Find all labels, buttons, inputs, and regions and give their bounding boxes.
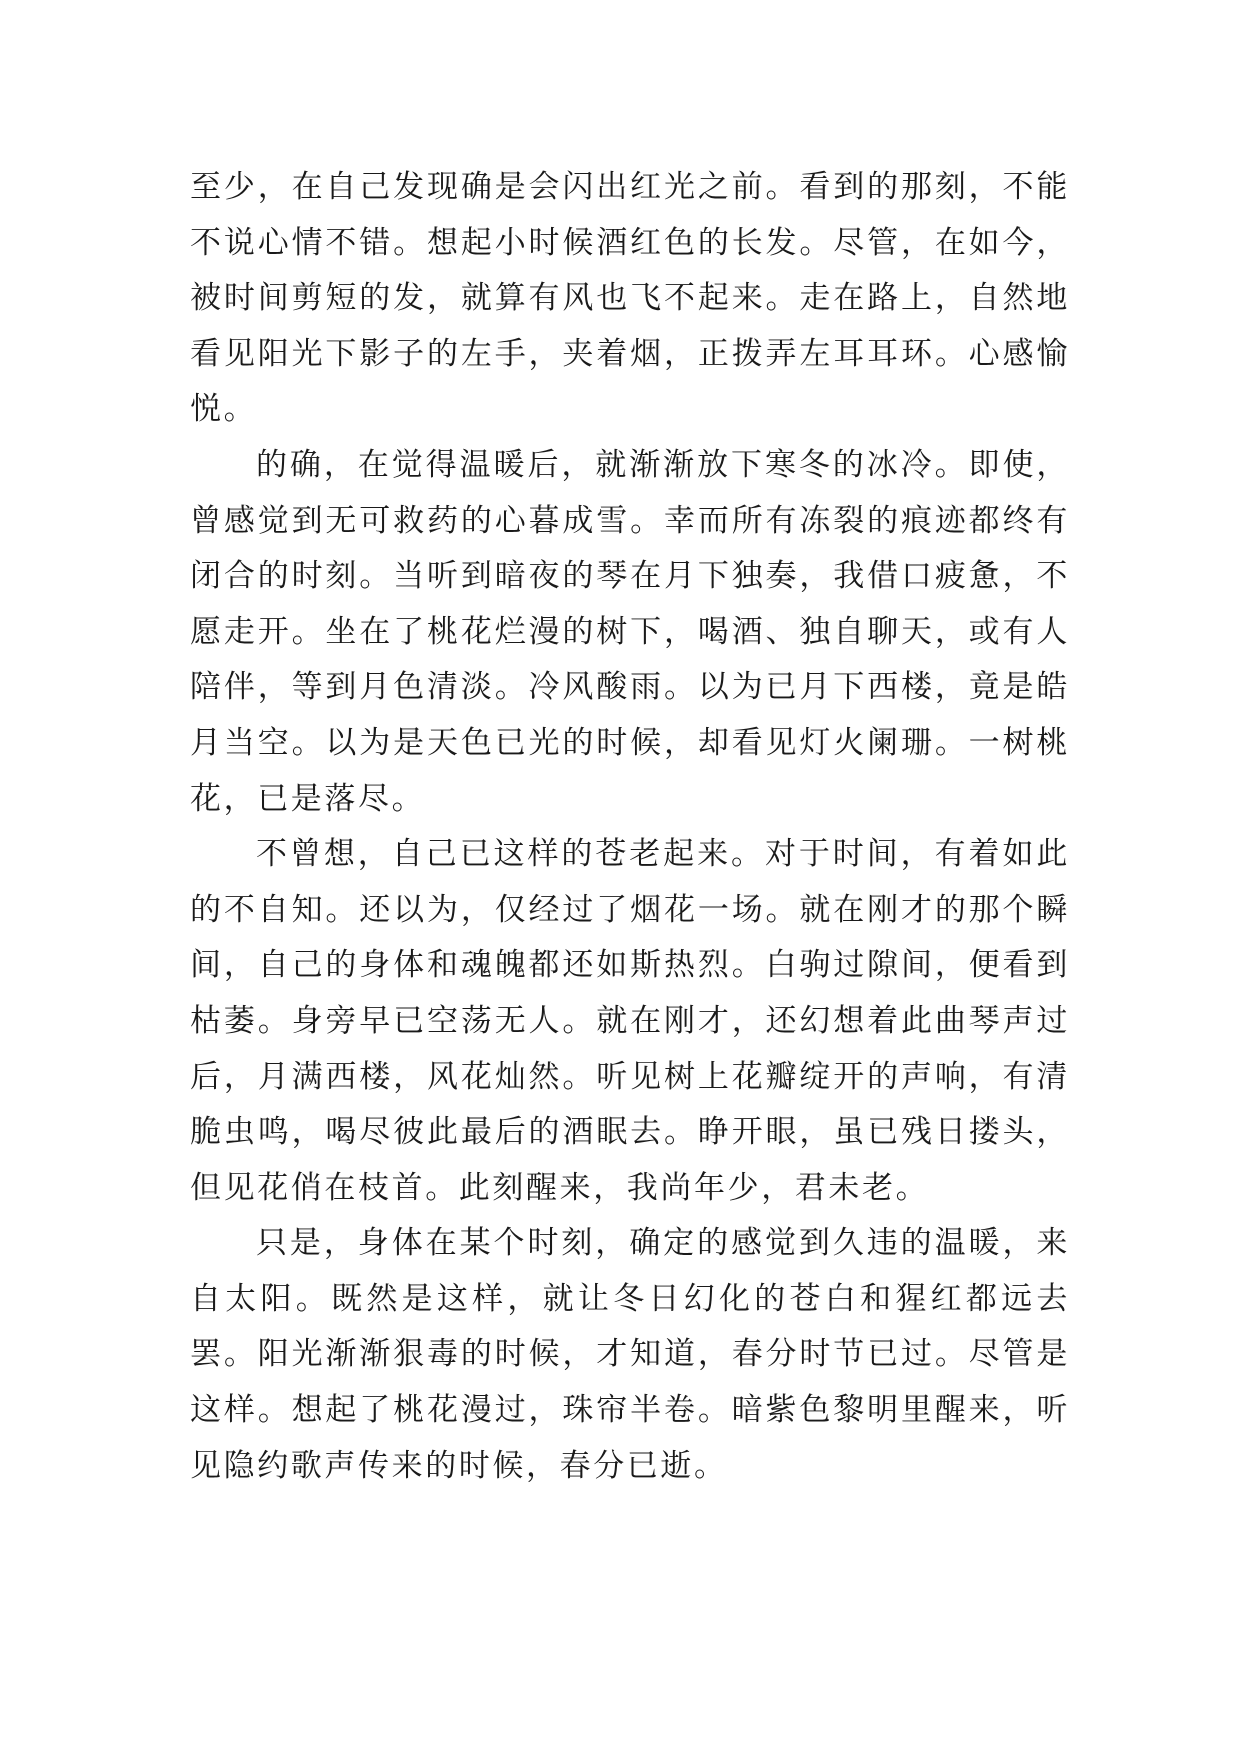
paragraph-3: 不曾想，自己已这样的苍老起来。对于时间，有着如此的不自知。还以为，仅经过了烟花一场。就在刚才的那个瞬间，自己的身体和魂魄都还如斯热烈。白驹过隙间，便看到枯萎。身旁早已空荡无人。就在刚才，还幻想着此曲琴声过后，月满西楼，风花灿然。听见树上花瓣绽开的声响，有清脆虫鸣，喝尽彼此最后的酒眠去。睁开眼，虽已残日搂头，但见花俏在枝首。此刻醒来，我尚年少，君未老。	[190, 836, 1070, 1206]
paragraph-2: 的确，在觉得温暖后，就渐渐放下寒冬的冰冷。即使，曾感觉到无可救药的心暮成雪。幸而所有冻裂的痕迹都终有闭合的时刻。当听到暗夜的琴在月下独奏，我借口疲惫，不愿走开。坐在了桃花烂漫的树下，喝酒、独自聊天，或有人陪伴，等到月色清淡。冷风酸雨。以为已月下西楼，竟是皓月当空。以为是天色已光的时候，却看见灯火阑珊。一树桃花，已是落尽。	[190, 446, 1070, 817]
paragraph-4: 只是，身体在某个时刻，确定的感觉到久违的温暖，来自太阳。既然是这样，就让冬日幻化的苍白和猩红都远去罢。阳光渐渐狠毒的时候，才知道，春分时节已过。尽管是这样。想起了桃花漫过，珠帘半卷。暗紫色黎明里醒来，听见隐约歌声传来的时候，春分已逝。	[190, 1225, 1070, 1484]
document-body	[190, 160, 1070, 1494]
paragraph-1: 至少，在自己发现确是会闪出红光之前。看到的那刻，不能不说心情不错。想起小时候酒红色的长发。尽管，在如今，被时间剪短的发，就算有风也飞不起来。走在路上，自然地看见阳光下影子的左手，夹着烟，正拨弄左耳耳环。心感愉悦。	[190, 169, 1070, 428]
